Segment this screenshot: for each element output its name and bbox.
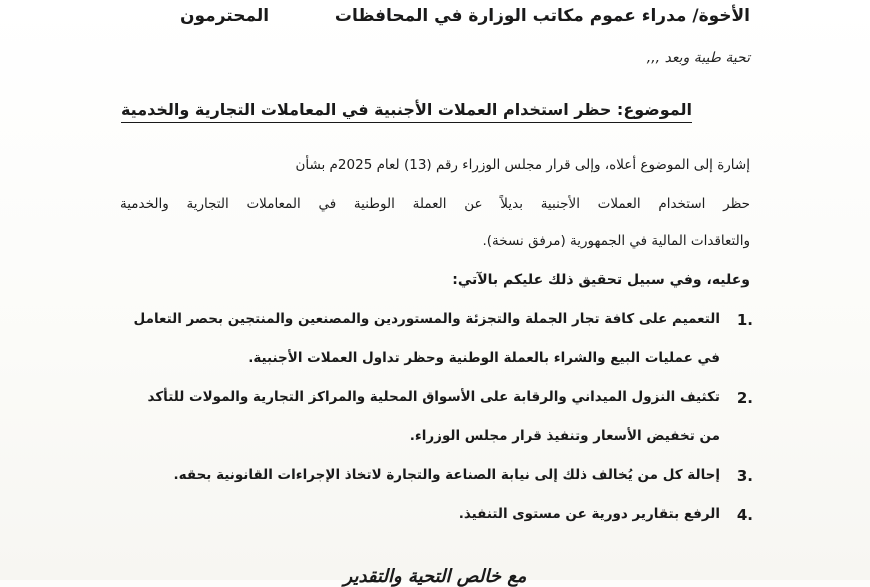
item-number: 2. xyxy=(736,389,753,407)
instructions-intro: وعليه، وفي سبيل تحقيق ذلك عليكم بالآتي: xyxy=(452,272,750,288)
body-line-3: والتعاقدات المالية في الجمهورية (مرفق نسخة). xyxy=(482,233,750,249)
greeting: تحية طيبة وبعد ,,, xyxy=(646,50,750,66)
subject-line xyxy=(121,100,692,123)
item-number: 4. xyxy=(736,506,753,524)
addressee-line: الأخوة/ مدراء عموم مكاتب الوزارة في المحافظات xyxy=(334,6,750,26)
item-2-line-2: من تخفيض الأسعار وتنفيذ قرار مجلس الوزراء. xyxy=(409,428,720,444)
closing-salutation: مع خالص التحية والتقدير xyxy=(343,566,527,587)
item-1-line-2: في عمليات البيع والشراء بالعملة الوطنية وحظر تداول العملات الأجنبية. xyxy=(248,350,720,366)
respect-title: المحترمون xyxy=(180,6,270,26)
item-4-line-1: الرفع بتقارير دورية عن مستوى التنفيذ. xyxy=(458,506,720,522)
subject-text: حظر استخدام العملات الأجنبية في المعاملات التجارية والخدمية xyxy=(120,100,612,119)
item-number: 1. xyxy=(736,311,753,329)
subject-label: الموضوع: xyxy=(616,100,692,119)
item-3-line-1: إحالة كل من يُخالف ذلك إلى نيابة الصناعة والتجارة لاتخاذ الإجراءات القانونية بحقه. xyxy=(173,467,720,483)
item-number: 3. xyxy=(736,467,753,485)
body-line-1: إشارة إلى الموضوع أعلاه، وإلى قرار مجلس الوزراء رقم (13) لعام 2025م بشأن xyxy=(295,157,750,173)
item-1-line-1: التعميم على كافة تجار الجملة والتجزئة والمستوردين والمصنعين والمنتجين بحصر التعامل xyxy=(133,311,720,327)
item-2-line-1: تكثيف النزول الميداني والرقابة على الأسواق المحلية والمراكز التجارية والمولات للتأكد xyxy=(147,389,720,405)
body-line-2: حظر استخدام العملات الأجنبية بديلاً عن العملة الوطنية في المعاملات التجارية والخدمية xyxy=(120,196,750,212)
